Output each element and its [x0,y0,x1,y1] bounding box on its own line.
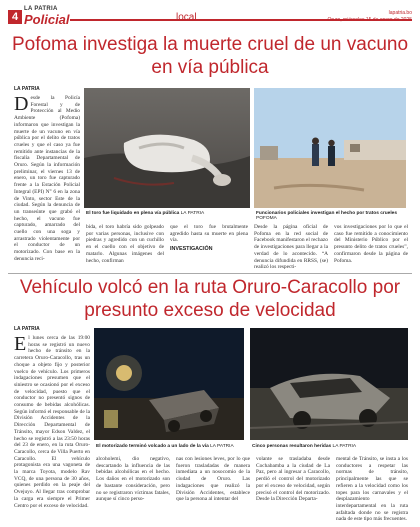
article1-column-3 [170,224,248,271]
article-divider [8,273,412,274]
article2-col4-text: volante se trasladaba desde Cochabamba a la ciudad de La Paz, pero al ingresar a Caracollo, perdió el control del motorizado por el exceso de velocidad, según precisó el control del motorizado. Desde la Dirección Departa- [256,456,330,503]
caption1-credit: LA PATRIA [180,211,205,216]
article2-col5-text: mental de Tránsito, se insta a los conductores a respetar las normas de tránsito, principalmente las que se refieren a la velocidad como los topes para los carnavales y el desplazamiento interdepartamental en la ruta asfaltada donde no se registra nada de este tipo más frecuentes. [336,456,408,523]
article2-column-3 [176,456,250,524]
article1-column-1 [14,95,80,270]
article1-column-5 [334,224,408,271]
photo-overturned-vehicle [94,328,244,440]
photo-police-officers [254,88,406,208]
article2-caption1-text: El motorizado terminó volcado a un lado de la vía [96,444,209,449]
date-line [328,10,413,24]
article2-headline: Vehículo volcó en la ruta Oruro-Caracollo por presunto exceso de velocidad [19,277,401,321]
caption2-text: Funcionarios policiales investigan el hecho por tratos crueles [256,211,398,216]
article1-col4-text: vos investigaciones por lo que el caso fue remitido a conocimiento del Ministerio Público por el presunto delito de tratos crueles”, confirmaron desde la página de Pofoma. [334,224,408,264]
article1-caption1 [86,211,204,216]
article1-col3-text: que el toro fue brutalmente agredido hasta su muerte en plena vía. [170,224,248,244]
section-label: local [176,12,197,23]
brand-name: LA PATRIA [24,6,58,12]
article1-column-2 [86,224,164,271]
article2-caption2 [252,444,356,449]
article2-column-2 [96,456,170,524]
article1-dropcap: D [14,95,29,115]
article2-dropcap: E [14,335,27,355]
page-number: 4 [8,10,22,24]
site-url: lapatria.bo [388,10,412,16]
section-brand: Policial [24,12,70,27]
caption1-text: El toro fue liquidado en plena vía pública [86,211,180,216]
caption2-credit: POFOMA [256,216,277,221]
photo-dead-cow [84,88,250,208]
article1-col3b-text: Desde la página oficial de Pofoma en la red social de Facebook manifestaron el rechazo de investigaciones para llegar a la verdad de lo acontecido. “A denuncia difundida en RRSS, (se) realizó los respecti- [254,224,328,271]
article1-col2-text: bida, el toro habría sido golpeado por varias personas, inclusive con piedras y agredido con un cuchillo en el cuello con el objetivo de matarlo. Algunas imágenes del hecho, confirman [86,224,164,264]
article1-caption2 [256,211,406,221]
article2-caption2-credit: LA PATRIA [332,444,357,449]
article2-col2-text: alcoholemi, dio negativo, descartando la influencia de las bebidas alcohólicas en el hecho. Los daños en el motorizado son de bastante consideración, pero no se registraron víctimas fatales, aunque sí cinco perso- [96,456,170,503]
article2-caption1 [96,444,234,449]
page-header [0,0,420,30]
article1-byline: LA PATRIA [14,86,40,92]
article2-caption1-credit: LA PATRIA [210,444,234,449]
article1-col1-text: esde la Policía Forestal y de Protección al Medio Ambiente (Pofoma) informaron que investigan la muerte de un vacuno en vía pública por el delito de tratos crueles y que el caso ya fue remitido ante instancias de la fiscalía Departamental de Oruro. Según la información preliminar, el viernes 13 de enero, un toro fue capturado frente a la Estación Policial Integral (EPI) N° 6 en la zona de Vinto, sector Este de la ciudad. Según la denuncia de un transeúnte que grabó el hecho, el vacuno fue capturado, amarrado del cuello con una soga y arrastrado violentamente por el conductor de un motorizado. Con base en la denuncia reci- [14,95,80,262]
photo-wrecked-vehicle [250,328,408,440]
article1-headline: Pofoma investiga la muerte cruel de un vacuno en vía pública [11,34,409,78]
article2-byline: LA PATRIA [14,326,40,332]
article2-column-1 [14,335,90,523]
article1-column-4 [254,224,328,271]
article2-column-4 [256,456,330,524]
article2-column-5 [336,456,408,524]
article1-subhead: INVESTIGACIÓN [170,246,213,253]
article2-caption2-text: Cinco personas resultaron heridas [252,444,332,449]
publication-date: Oruro, miércoles 15 de enero de 2025 [327,17,412,23]
article2-col3-text: nas con lesiones leves, por lo que fueron trasladadas de manera inmediata a un nosocomio de la ciudad de Oruro. Las indagaciones que realizó la División Accidentes, establece que la persona al intentar del [176,456,250,503]
article2-col1-text: l lunes cerca de las 19:00 horas se registró un nuevo hecho de tránsito en la carretera Oruro-Caracollo, tras un choque a objeto fijo y posterior vuelco de vehículo. Los primeros indagaciones presumen que el siniestro se ocasionó por el exceso de velocidad, puesto que el conductor no presentó signos de consumo de bebidas alcohólicas. Según informó el responsable de la División Accidentes de la Dirección Departamental de Tránsito, mayor Edson Valdez, el hecho se registró a las 23:50 horas del 23 de enero, en la ruta Oruro-Caracollo, cerca de Villa Puerto en Caracollo. El vehículo protagonista era una vagoneta de la marca Toyota, modelo Rav VCQ, de una persona de 30 años, quienes perdido en la peaje del Ovejuyo. Al llegar tras comprobar la carga era siempre el Primer Centro por el exceso de velocidad. [14,335,90,509]
